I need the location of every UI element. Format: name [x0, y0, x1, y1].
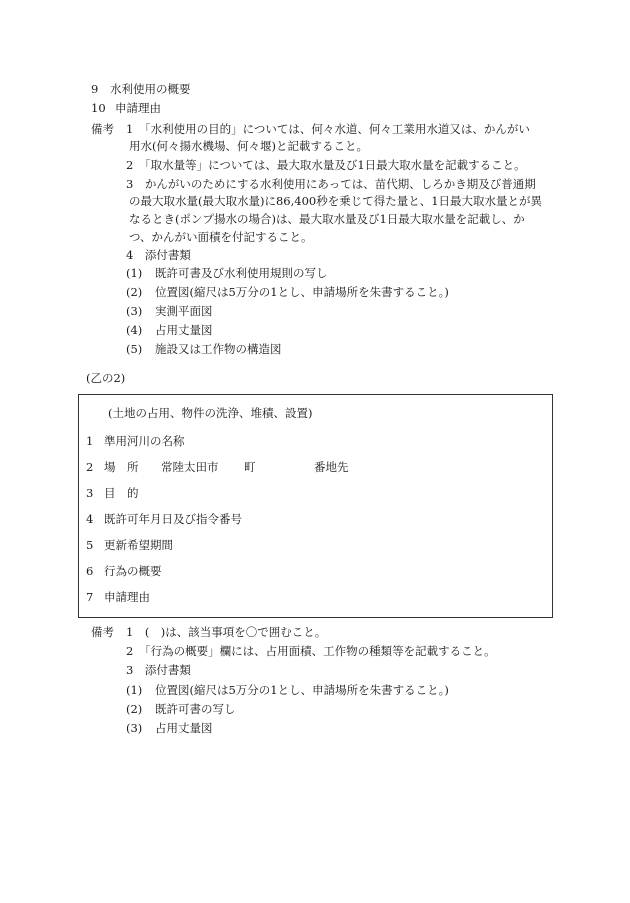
remarks1-line-3: 2 「取水量等」については、最大取水量及び1日最大取水量を記載すること。 — [126, 158, 526, 172]
form-row-2-num: 2 — [86, 460, 94, 474]
remarks2-attachment-3-text: 占用丈量図 — [155, 721, 213, 735]
remarks1-attachment-3-text: 実測平面図 — [155, 304, 213, 318]
remarks1-line-1: 1 「水利使用の目的」については、何々水道、何々工業用水道又は、かんがい — [126, 122, 530, 136]
remarks1-attachment-5-num: (5) — [126, 342, 143, 356]
form-row-5-num: 5 — [86, 538, 94, 552]
section-label: (乙の2) — [86, 371, 126, 385]
form-row-2-town: 町 — [244, 460, 256, 474]
remarks1-attachment-4-text: 占用丈量図 — [155, 323, 213, 337]
item-10-number: 10 — [91, 101, 106, 115]
remarks1-attachment-1-text: 既許可書及び水利使用規則の写し — [155, 266, 328, 280]
form-row-4-num: 4 — [86, 512, 94, 526]
form-row-2-lot: 番地先 — [314, 460, 349, 474]
remarks2-attachment-1-num: (1) — [126, 683, 143, 697]
remarks1-line-2: 用水(何々揚水機場、何々堰)と記載すること。 — [129, 139, 368, 153]
remarks1-attachment-4-num: (4) — [126, 323, 143, 337]
remarks2-attachment-2-num: (2) — [126, 702, 143, 716]
form-row-6-num: 6 — [86, 564, 94, 578]
form-heading: (土地の占用、物件の洗浄、堆積、設置) — [108, 406, 313, 420]
form-row-3-num: 3 — [86, 486, 94, 500]
form-row-5-label: 更新希望期間 — [104, 538, 173, 552]
remarks2-line-2: 2 「行為の概要」欄には、占用面積、工作物の種類等を記載すること。 — [126, 644, 496, 658]
form-row-6-label: 行為の概要 — [104, 564, 162, 578]
remarks1-line-5: の最大取水量(最大取水量)に86,400秒を乗じて得た量と、1日最大取水量とが異 — [129, 194, 543, 208]
item-9-text: 水利使用の概要 — [110, 82, 191, 96]
form-row-1-label: 準用河川の名称 — [104, 434, 185, 448]
remarks2-line-1: 1 ( )は、該当事項を〇で囲むこと。 — [126, 625, 327, 639]
remarks2-label: 備考 — [91, 625, 114, 639]
form-row-2-label: 場 所 — [104, 460, 139, 474]
form-row-3-label: 目 的 — [104, 486, 139, 500]
remarks1-attachment-2-text: 位置図(縮尺は5万分の1とし、申請場所を朱書すること。) — [155, 285, 449, 299]
remarks1-attachment-2-num: (2) — [126, 285, 143, 299]
form-row-4-label: 既許可年月日及び指令番号 — [104, 512, 242, 526]
remarks1-attachment-5-text: 施設又は工作物の構造図 — [155, 342, 282, 356]
item-10-text: 申請理由 — [115, 101, 161, 115]
remarks2-attachment-3-num: (3) — [126, 721, 143, 735]
remarks1-label: 備考 — [91, 122, 114, 136]
remarks2-attachment-2-text: 既許可書の写し — [155, 702, 236, 716]
form-row-1-num: 1 — [86, 434, 94, 448]
remarks2-attachment-1-text: 位置図(縮尺は5万分の1とし、申請場所を朱書すること。) — [155, 683, 449, 697]
remarks1-attachment-3-num: (3) — [126, 304, 143, 318]
application-form-box — [78, 394, 553, 618]
remarks1-line-8: 4 添付書類 — [126, 248, 191, 262]
remarks2-line-3: 3 添付書類 — [126, 663, 191, 677]
remarks1-line-6: なるとき(ポンプ揚水の場合)は、最大取水量及び1日最大取水量を記載し、か — [129, 212, 525, 226]
remarks1-line-7: つ、かんがい面積を付記すること。 — [129, 230, 313, 244]
form-row-2-city: 常陸太田市 — [161, 460, 219, 474]
form-row-7-num: 7 — [86, 590, 94, 604]
remarks1-line-4: 3 かんがいのためにする水利使用にあっては、苗代期、しろかき期及び普通期 — [126, 177, 536, 191]
item-9-number: 9 — [91, 82, 99, 96]
remarks1-attachment-1-num: (1) — [126, 266, 143, 280]
form-row-7-label: 申請理由 — [104, 590, 150, 604]
